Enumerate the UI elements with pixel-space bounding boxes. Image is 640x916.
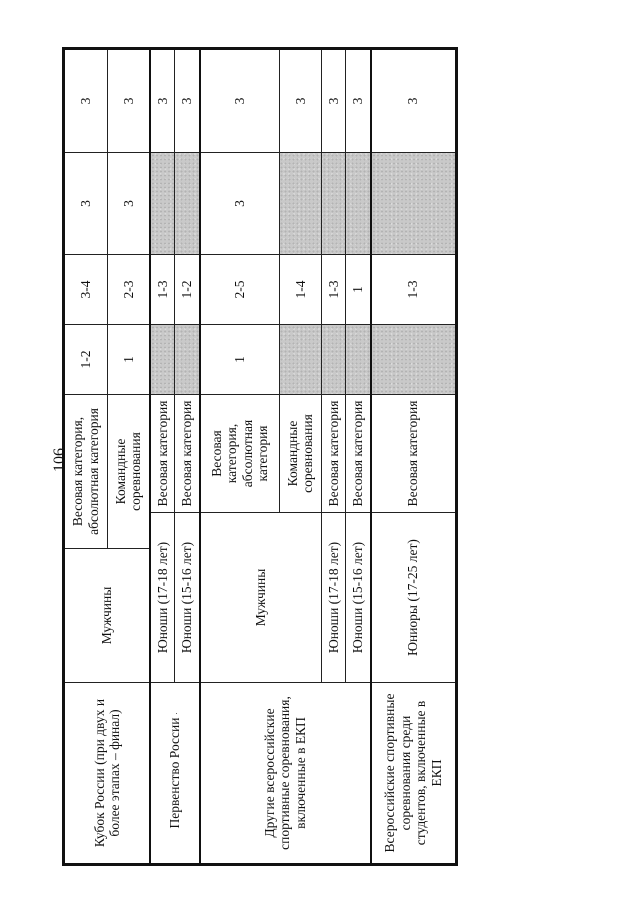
value-cell: 1 (346, 254, 371, 324)
value-cell: 1 (200, 324, 280, 394)
table-row (371, 48, 457, 864)
rotated-table-sheet (62, 50, 458, 866)
group-cell: Мужчины (64, 549, 151, 683)
value-cell: 3 (346, 48, 371, 152)
value-cell: 3 (107, 48, 150, 152)
table-wrapper (62, 50, 458, 866)
competition-cell: Кубок России (при двух и более этапах – финал) (64, 683, 151, 865)
shaded-cell (371, 152, 457, 254)
shaded-cell (279, 152, 321, 254)
shaded-cell (322, 152, 346, 254)
group-cell: Юноши (17-18 лет) (150, 513, 175, 683)
value-cell: 3 (64, 152, 108, 254)
shaded-cell (150, 324, 175, 394)
shaded-cell (346, 324, 371, 394)
value-cell: 1-2 (175, 254, 200, 324)
competition-cell: Другие всероссийские спортивные соревнования, включенные в ЕКП (200, 683, 371, 865)
value-cell: 3 (279, 48, 321, 152)
shaded-cell (322, 324, 346, 394)
value-cell: 3 (64, 48, 108, 152)
shaded-cell (346, 152, 371, 254)
competition-cell: Всероссийские спортивные соревнования среди студентов, включенные в ЕКП (371, 683, 457, 865)
group-cell: Юниоры (17-25 лет) (371, 513, 457, 683)
discipline-cell: Весовая категория, абсолютная категория (200, 394, 280, 512)
value-cell: 3 (200, 152, 280, 254)
page-number: 106 (51, 448, 68, 472)
value-cell: 1-2 (64, 324, 108, 394)
table-row (200, 48, 280, 864)
value-cell: 3 (107, 152, 150, 254)
value-cell: 3 (322, 48, 346, 152)
value-cell: 2-5 (200, 254, 280, 324)
table-row (150, 48, 175, 864)
shaded-cell (371, 324, 457, 394)
value-cell: 3 (371, 48, 457, 152)
discipline-cell: Весовая категория (175, 394, 200, 512)
value-cell: 1 (107, 324, 150, 394)
value-cell: 1-3 (150, 254, 175, 324)
value-cell: 3-4 (64, 254, 108, 324)
value-cell: 3 (150, 48, 175, 152)
value-cell: 1-4 (279, 254, 321, 324)
discipline-cell: Весовая категория (150, 394, 175, 512)
shaded-cell (175, 324, 200, 394)
discipline-cell: Весовая категория (371, 394, 457, 512)
group-cell: Мужчины (200, 513, 322, 683)
sports-rank-table (62, 47, 458, 866)
discipline-cell: Командные соревнования (279, 394, 321, 512)
value-cell: 1-3 (371, 254, 457, 324)
shaded-cell (175, 152, 200, 254)
value-cell: 1-3 (322, 254, 346, 324)
shaded-cell (150, 152, 175, 254)
discipline-cell: Командные соревнования (107, 394, 150, 548)
group-cell: Юноши (15-16 лет) (346, 513, 371, 683)
discipline-cell: Весовая категория, абсолютная категория (64, 394, 108, 548)
value-cell: 3 (200, 48, 280, 152)
value-cell: 3 (175, 48, 200, 152)
group-cell: Юноши (17-18 лет) (322, 513, 346, 683)
discipline-cell: Весовая категория (322, 394, 346, 512)
shaded-cell (279, 324, 321, 394)
discipline-cell: Весовая категория (346, 394, 371, 512)
value-cell: 2-3 (107, 254, 150, 324)
table-row (64, 48, 108, 864)
group-cell: Юноши (15-16 лет) (175, 513, 200, 683)
competition-cell: Первенство России (150, 683, 199, 865)
